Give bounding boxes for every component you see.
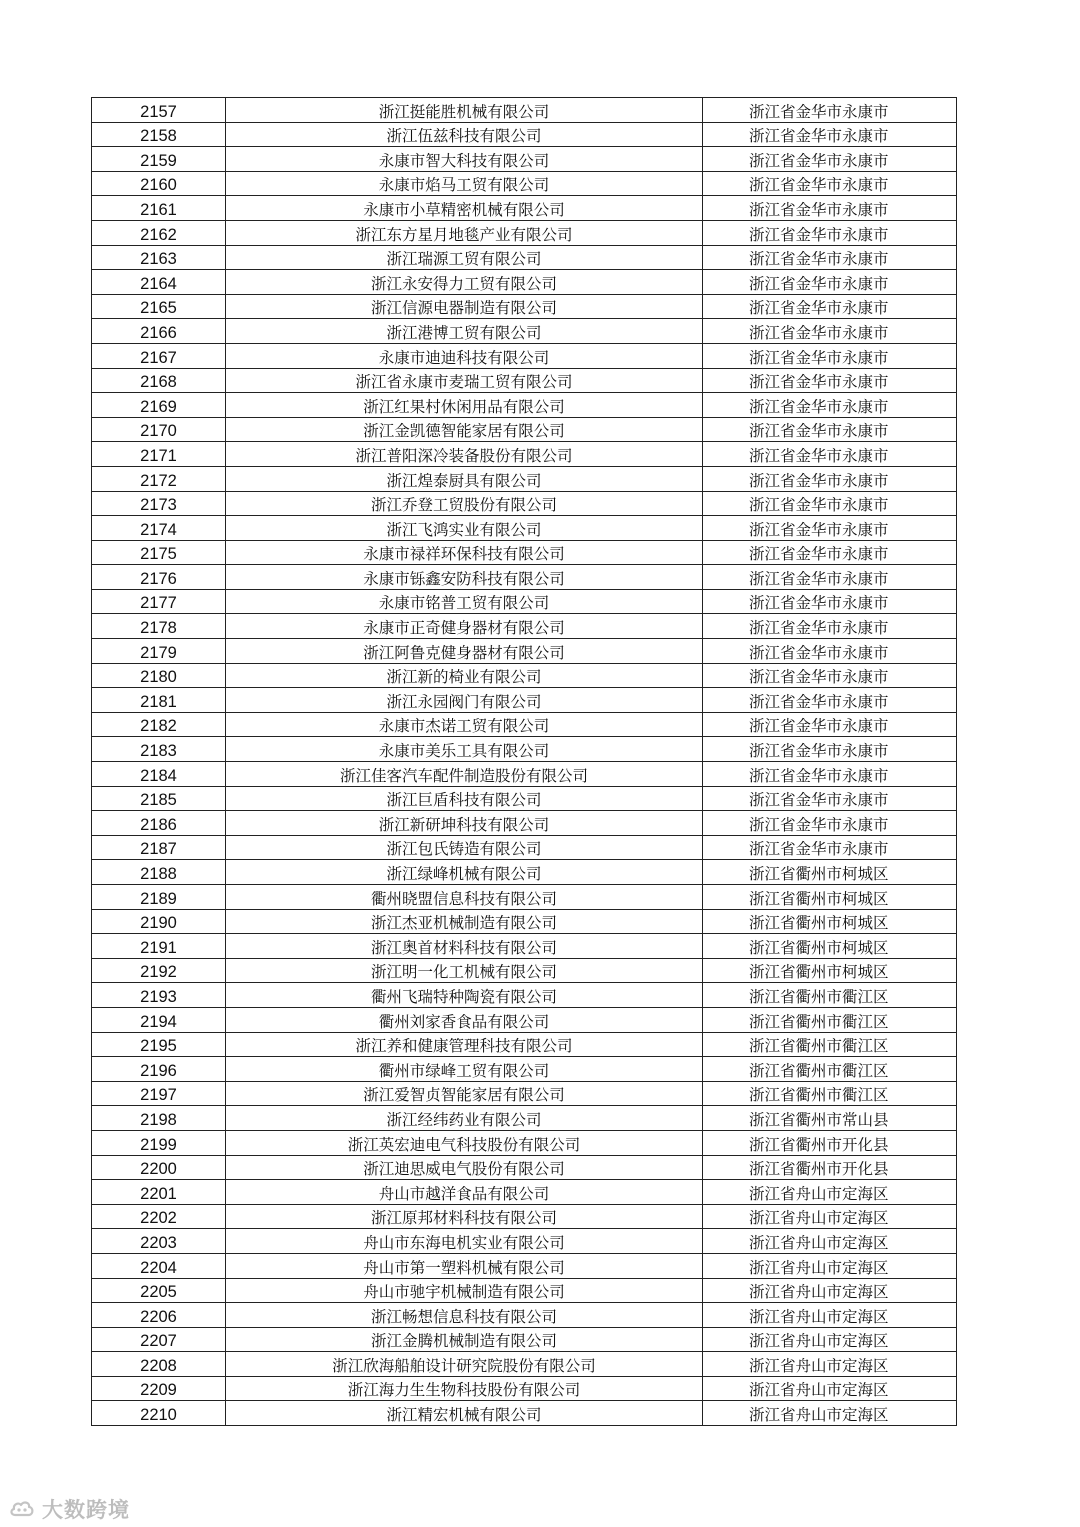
row-number: 2209: [92, 1376, 226, 1401]
row-number: 2199: [92, 1130, 226, 1155]
row-number: 2201: [92, 1180, 226, 1205]
table-row: [92, 885, 957, 910]
company-region: 浙江省舟山市定海区: [703, 1327, 957, 1352]
company-region: 浙江省金华市永康市: [703, 811, 957, 836]
company-name: 舟山市驰宇机械制造有限公司: [226, 1278, 703, 1303]
row-number: 2200: [92, 1155, 226, 1180]
table-row: [92, 786, 957, 811]
company-name: 舟山市东海电机实业有限公司: [226, 1229, 703, 1254]
company-region: 浙江省金华市永康市: [703, 688, 957, 713]
table-row: [92, 934, 957, 959]
row-number: 2177: [92, 589, 226, 614]
company-name: 永康市正奇健身器材有限公司: [226, 614, 703, 639]
company-name: 浙江信源电器制造有限公司: [226, 294, 703, 319]
company-region: 浙江省金华市永康市: [703, 639, 957, 664]
table-row: [92, 270, 957, 295]
company-name: 衢州飞瑞特种陶瓷有限公司: [226, 983, 703, 1008]
table-row: [92, 516, 957, 541]
company-name: 永康市杰诺工贸有限公司: [226, 712, 703, 737]
row-number: 2167: [92, 343, 226, 368]
row-number: 2159: [92, 147, 226, 172]
company-region: 浙江省舟山市定海区: [703, 1229, 957, 1254]
company-name: 浙江巨盾科技有限公司: [226, 786, 703, 811]
table-row: [92, 540, 957, 565]
table-row: [92, 1180, 957, 1205]
company-name: 浙江经纬药业有限公司: [226, 1106, 703, 1131]
company-region: 浙江省金华市永康市: [703, 319, 957, 344]
company-name: 舟山市第一塑料机械有限公司: [226, 1253, 703, 1278]
row-number: 2204: [92, 1253, 226, 1278]
table-row: [92, 1229, 957, 1254]
row-number: 2178: [92, 614, 226, 639]
company-region: 浙江省金华市永康市: [703, 663, 957, 688]
company-name: 浙江包氏铸造有限公司: [226, 835, 703, 860]
row-number: 2175: [92, 540, 226, 565]
company-region: 浙江省舟山市定海区: [703, 1401, 957, 1426]
row-number: 2182: [92, 712, 226, 737]
company-region: 浙江省金华市永康市: [703, 786, 957, 811]
company-region: 浙江省舟山市定海区: [703, 1278, 957, 1303]
company-region: 浙江省金华市永康市: [703, 122, 957, 147]
company-region: 浙江省衢州市柯城区: [703, 860, 957, 885]
company-name: 浙江海力生生物科技股份有限公司: [226, 1376, 703, 1401]
table-row: [92, 958, 957, 983]
row-number: 2205: [92, 1278, 226, 1303]
company-name: 浙江金凯德智能家居有限公司: [226, 417, 703, 442]
company-name: 浙江东方星月地毯产业有限公司: [226, 220, 703, 245]
row-number: 2158: [92, 122, 226, 147]
row-number: 2183: [92, 737, 226, 762]
company-region: 浙江省舟山市定海区: [703, 1376, 957, 1401]
row-number: 2168: [92, 368, 226, 393]
row-number: 2176: [92, 565, 226, 590]
table-row: [92, 1032, 957, 1057]
company-region: 浙江省金华市永康市: [703, 147, 957, 172]
company-region: 浙江省衢州市开化县: [703, 1155, 957, 1180]
table-row: [92, 639, 957, 664]
table-row: [92, 663, 957, 688]
row-number: 2188: [92, 860, 226, 885]
row-number: 2198: [92, 1106, 226, 1131]
company-region: 浙江省金华市永康市: [703, 270, 957, 295]
company-region: 浙江省金华市永康市: [703, 171, 957, 196]
table-row: [92, 245, 957, 270]
table-row: [92, 565, 957, 590]
company-name: 永康市焰马工贸有限公司: [226, 171, 703, 196]
company-name: 浙江阿鲁克健身器材有限公司: [226, 639, 703, 664]
company-region: 浙江省金华市永康市: [703, 835, 957, 860]
table-row: [92, 147, 957, 172]
company-table-body: [92, 98, 957, 1426]
company-name: 浙江瑞源工贸有限公司: [226, 245, 703, 270]
company-region: 浙江省衢州市柯城区: [703, 885, 957, 910]
company-name: 舟山市越洋食品有限公司: [226, 1180, 703, 1205]
company-name: 浙江金腾机械制造有限公司: [226, 1327, 703, 1352]
row-number: 2196: [92, 1057, 226, 1082]
company-region: 浙江省金华市永康市: [703, 220, 957, 245]
company-name: 浙江新的椅业有限公司: [226, 663, 703, 688]
company-name: 浙江永安得力工贸有限公司: [226, 270, 703, 295]
company-region: 浙江省衢州市柯城区: [703, 958, 957, 983]
table-row: [92, 614, 957, 639]
company-region: 浙江省金华市永康市: [703, 393, 957, 418]
company-region: 浙江省金华市永康市: [703, 245, 957, 270]
table-row: [92, 343, 957, 368]
company-region: 浙江省衢州市柯城区: [703, 934, 957, 959]
company-name: 浙江绿峰机械有限公司: [226, 860, 703, 885]
table-row: [92, 1352, 957, 1377]
company-region: 浙江省衢州市开化县: [703, 1130, 957, 1155]
row-number: 2174: [92, 516, 226, 541]
watermark-text: 大数跨境: [42, 1498, 130, 1522]
row-number: 2157: [92, 98, 226, 123]
company-name: 浙江奥首材料科技有限公司: [226, 934, 703, 959]
row-number: 2210: [92, 1401, 226, 1426]
row-number: 2165: [92, 294, 226, 319]
company-name: 浙江迪思威电气股份有限公司: [226, 1155, 703, 1180]
company-name: 衢州晓盟信息科技有限公司: [226, 885, 703, 910]
cloud-logo-icon: [8, 1495, 36, 1523]
table-row: [92, 294, 957, 319]
company-region: 浙江省金华市永康市: [703, 417, 957, 442]
company-region: 浙江省衢州市衢江区: [703, 1057, 957, 1082]
row-number: 2166: [92, 319, 226, 344]
company-region: 浙江省金华市永康市: [703, 614, 957, 639]
company-name: 浙江英宏迪电气科技股份有限公司: [226, 1130, 703, 1155]
table-row: [92, 417, 957, 442]
company-region: 浙江省舟山市定海区: [703, 1303, 957, 1328]
row-number: 2162: [92, 220, 226, 245]
company-name: 浙江普阳深冷装备股份有限公司: [226, 442, 703, 467]
company-name: 衢州刘家香食品有限公司: [226, 1007, 703, 1032]
table-row: [92, 1204, 957, 1229]
company-name: 永康市迪迪科技有限公司: [226, 343, 703, 368]
table-row: [92, 98, 957, 123]
company-region: 浙江省舟山市定海区: [703, 1352, 957, 1377]
table-row: [92, 1303, 957, 1328]
table-row: [92, 196, 957, 221]
company-region: 浙江省衢州市衢江区: [703, 983, 957, 1008]
table-row: [92, 1376, 957, 1401]
company-name: 浙江畅想信息科技有限公司: [226, 1303, 703, 1328]
row-number: 2191: [92, 934, 226, 959]
row-number: 2203: [92, 1229, 226, 1254]
table-row: [92, 393, 957, 418]
table-row: [92, 1278, 957, 1303]
table-row: [92, 811, 957, 836]
company-region: 浙江省衢州市衢江区: [703, 1007, 957, 1032]
company-name: 浙江佳客汽车配件制造股份有限公司: [226, 762, 703, 787]
company-name: 浙江爱智贞智能家居有限公司: [226, 1081, 703, 1106]
company-region: 浙江省金华市永康市: [703, 466, 957, 491]
row-number: 2180: [92, 663, 226, 688]
company-region: 浙江省金华市永康市: [703, 196, 957, 221]
company-region: 浙江省金华市永康市: [703, 737, 957, 762]
company-name: 浙江明一化工机械有限公司: [226, 958, 703, 983]
company-region: 浙江省金华市永康市: [703, 540, 957, 565]
row-number: 2169: [92, 393, 226, 418]
company-region: 浙江省金华市永康市: [703, 712, 957, 737]
company-name: 浙江红果村休闲用品有限公司: [226, 393, 703, 418]
company-name: 浙江养和健康管理科技有限公司: [226, 1032, 703, 1057]
row-number: 2184: [92, 762, 226, 787]
table-row: [92, 909, 957, 934]
row-number: 2187: [92, 835, 226, 860]
company-region: 浙江省金华市永康市: [703, 516, 957, 541]
company-region: 浙江省舟山市定海区: [703, 1180, 957, 1205]
table-row: [92, 368, 957, 393]
company-name: 浙江港博工贸有限公司: [226, 319, 703, 344]
company-name: 永康市美乐工具有限公司: [226, 737, 703, 762]
company-name: 浙江杰亚机械制造有限公司: [226, 909, 703, 934]
company-region: 浙江省金华市永康市: [703, 491, 957, 516]
company-name: 浙江原邦材料科技有限公司: [226, 1204, 703, 1229]
company-region: 浙江省金华市永康市: [703, 368, 957, 393]
table-row: [92, 1327, 957, 1352]
row-number: 2197: [92, 1081, 226, 1106]
row-number: 2195: [92, 1032, 226, 1057]
table-row: [92, 122, 957, 147]
company-name: 永康市智大科技有限公司: [226, 147, 703, 172]
table-row: [92, 1130, 957, 1155]
company-region: 浙江省舟山市定海区: [703, 1204, 957, 1229]
company-table: [91, 97, 957, 1426]
row-number: 2172: [92, 466, 226, 491]
row-number: 2185: [92, 786, 226, 811]
company-name: 永康市禄祥环保科技有限公司: [226, 540, 703, 565]
table-row: [92, 171, 957, 196]
row-number: 2207: [92, 1327, 226, 1352]
company-name: 永康市小草精密机械有限公司: [226, 196, 703, 221]
table-row: [92, 319, 957, 344]
table-row: [92, 737, 957, 762]
row-number: 2160: [92, 171, 226, 196]
company-region: 浙江省舟山市定海区: [703, 1253, 957, 1278]
watermark: [8, 1494, 130, 1524]
company-name: 浙江煌泰厨具有限公司: [226, 466, 703, 491]
table-row: [92, 688, 957, 713]
table-row: [92, 1253, 957, 1278]
company-name: 衢州市绿峰工贸有限公司: [226, 1057, 703, 1082]
row-number: 2161: [92, 196, 226, 221]
company-region: 浙江省衢州市衢江区: [703, 1081, 957, 1106]
table-row: [92, 1057, 957, 1082]
company-name: 永康市铄鑫安防科技有限公司: [226, 565, 703, 590]
table-row: [92, 1081, 957, 1106]
company-name: 浙江省永康市麦瑞工贸有限公司: [226, 368, 703, 393]
row-number: 2173: [92, 491, 226, 516]
table-row: [92, 1106, 957, 1131]
row-number: 2190: [92, 909, 226, 934]
table-row: [92, 466, 957, 491]
table-row: [92, 491, 957, 516]
company-region: 浙江省金华市永康市: [703, 98, 957, 123]
table-row: [92, 712, 957, 737]
row-number: 2181: [92, 688, 226, 713]
row-number: 2163: [92, 245, 226, 270]
company-name: 浙江精宏机械有限公司: [226, 1401, 703, 1426]
company-region: 浙江省衢州市衢江区: [703, 1032, 957, 1057]
table-row: [92, 762, 957, 787]
table-row: [92, 1401, 957, 1426]
row-number: 2164: [92, 270, 226, 295]
table-row: [92, 1007, 957, 1032]
company-region: 浙江省金华市永康市: [703, 294, 957, 319]
company-region: 浙江省金华市永康市: [703, 343, 957, 368]
company-region: 浙江省金华市永康市: [703, 442, 957, 467]
row-number: 2202: [92, 1204, 226, 1229]
row-number: 2179: [92, 639, 226, 664]
company-name: 浙江永园阀门有限公司: [226, 688, 703, 713]
row-number: 2193: [92, 983, 226, 1008]
company-name: 浙江挺能胜机械有限公司: [226, 98, 703, 123]
row-number: 2171: [92, 442, 226, 467]
table-row: [92, 220, 957, 245]
table-row: [92, 835, 957, 860]
row-number: 2170: [92, 417, 226, 442]
table-row: [92, 1155, 957, 1180]
table-row: [92, 860, 957, 885]
row-number: 2192: [92, 958, 226, 983]
company-region: 浙江省金华市永康市: [703, 589, 957, 614]
table-row: [92, 442, 957, 467]
row-number: 2194: [92, 1007, 226, 1032]
company-region: 浙江省衢州市常山县: [703, 1106, 957, 1131]
company-name: 永康市铭普工贸有限公司: [226, 589, 703, 614]
company-name: 浙江欣海船舶设计研究院股份有限公司: [226, 1352, 703, 1377]
table-row: [92, 983, 957, 1008]
company-name: 浙江新研坤科技有限公司: [226, 811, 703, 836]
row-number: 2206: [92, 1303, 226, 1328]
row-number: 2189: [92, 885, 226, 910]
company-name: 浙江飞鸿实业有限公司: [226, 516, 703, 541]
row-number: 2186: [92, 811, 226, 836]
company-name: 浙江伍兹科技有限公司: [226, 122, 703, 147]
company-region: 浙江省衢州市柯城区: [703, 909, 957, 934]
company-region: 浙江省金华市永康市: [703, 762, 957, 787]
table-row: [92, 589, 957, 614]
company-name: 浙江乔登工贸股份有限公司: [226, 491, 703, 516]
row-number: 2208: [92, 1352, 226, 1377]
company-region: 浙江省金华市永康市: [703, 565, 957, 590]
